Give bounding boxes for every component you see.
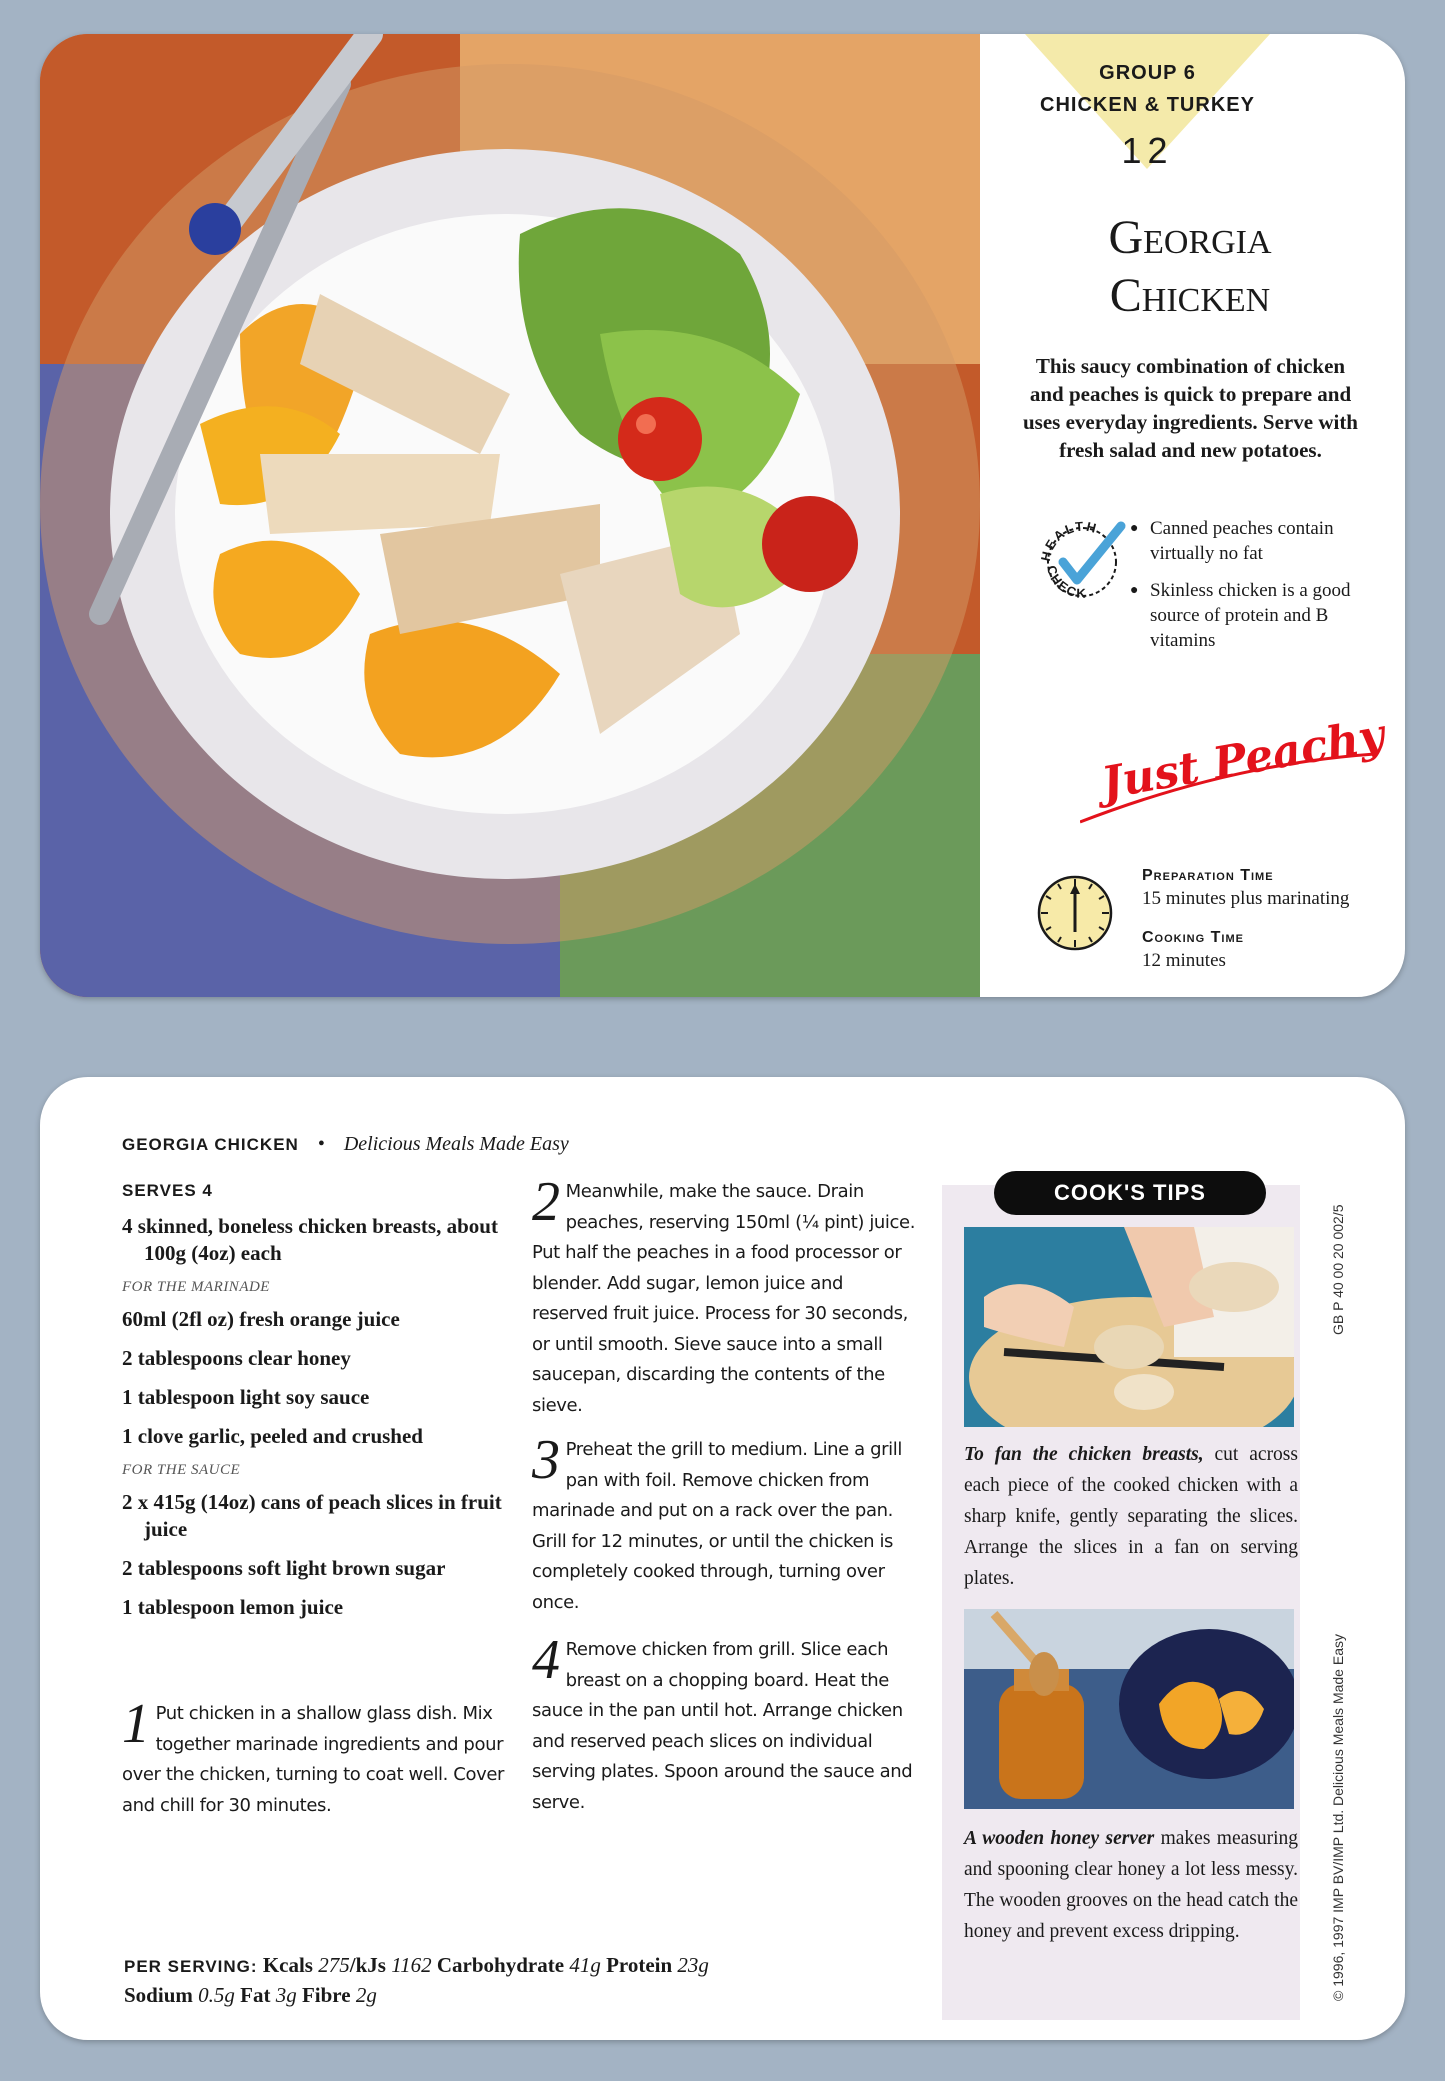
tip-text-honey xyxy=(964,1823,1298,1947)
card-number: 12 xyxy=(1121,130,1174,171)
step-text: Meanwhile, make the sauce. Drain peaches, reserving 150ml (¼ pint) juice. Put half the peaches in a food processor or blender. Add sugar, lemon juice and reserved fruit juice. Process for 30 seconds, or until smooth. Sieve sauce into a small saucepan, discarding the contents of the sieve. xyxy=(532,1181,916,1416)
tip-text-slicing xyxy=(964,1439,1298,1594)
kj-label: kJs xyxy=(355,1953,386,1977)
ingredient-item: 2 tablespoons soft light brown sugar xyxy=(122,1556,446,1580)
health-check-list xyxy=(1130,516,1375,665)
tip-lead: To fan the chicken breasts, xyxy=(964,1444,1204,1465)
marinade-heading: FOR THE MARINADE xyxy=(122,1279,270,1295)
carb-value: 41g xyxy=(569,1953,601,1977)
copyright-notice: © 1996, 1997 IMP BV/IMP Ltd. Delicious Meals Made Easy xyxy=(1330,1634,1346,2001)
health-point: ● Canned peaches contain virtually no fat xyxy=(1130,516,1375,566)
ingredients-column xyxy=(122,1181,522,1633)
clock-icon xyxy=(1036,874,1114,952)
sauce-heading: FOR THE SAUCE xyxy=(122,1462,241,1478)
method-step-1 xyxy=(122,1693,512,1821)
step-number: 3 xyxy=(532,1429,560,1491)
method-step-2 xyxy=(532,1171,917,1421)
ingredient-item: 1 tablespoon light soy sauce xyxy=(122,1385,370,1409)
product-code: GB P 40 00 20 002/5 xyxy=(1330,1204,1346,1335)
cooking-time-label: Cooking Time xyxy=(1142,929,1244,946)
nutrition-info: PER SERVING: Kcals 275/kJs 1162 Carbohydrate 41g Protein 23g Sodium 0.5g Fat 3g Fibre 2g xyxy=(124,1953,709,2007)
ingredient-item: 2 x 415g (14oz) cans of peach slices in fruit juice xyxy=(122,1490,502,1541)
ingredient-item: 1 tablespoon lemon juice xyxy=(122,1595,344,1619)
kj-value: 1162 xyxy=(391,1953,432,1977)
kcals-label: Kcals xyxy=(262,1953,313,1977)
sodium-value: 0.5g xyxy=(198,1983,235,2007)
cooking-time-value: 12 minutes xyxy=(1142,950,1226,971)
tagline-logo xyxy=(1080,709,1389,824)
nutrition-label: PER SERVING: xyxy=(124,1957,258,1976)
preparation-time-value: 15 minutes plus marinating xyxy=(1142,888,1350,909)
recipe-title-line-2: Chicken xyxy=(1109,269,1271,322)
ingredient-item: 4 skinned, boneless chicken breasts, about 100g (4oz) each xyxy=(122,1214,498,1265)
protein-label: Protein xyxy=(606,1953,673,1977)
back-header xyxy=(122,1133,569,1156)
health-check-icon xyxy=(1035,512,1130,607)
step-text: Remove chicken from grill. Slice each breast on a chopping board. Heat the sauce in the pan until hot. Arrange chicken and reserved peach slices on individual serving plates. Spoon around the sauce and serve. xyxy=(532,1639,913,1813)
protein-value: 23g xyxy=(677,1953,709,1977)
group-badge xyxy=(1025,34,1270,169)
fat-label: Fat xyxy=(240,1983,271,2007)
series-name: Delicious Meals Made Easy xyxy=(343,1133,569,1155)
recipe-card-front xyxy=(40,34,1405,997)
ingredient-item: 1 clove garlic, peeled and crushed xyxy=(122,1424,423,1448)
cooking-time xyxy=(1142,926,1244,972)
tip-lead: A wooden honey server xyxy=(964,1828,1155,1849)
step-text: Preheat the grill to medium. Line a grill pan with foil. Remove chicken from marinade and put on a rack over the pan. Grill for 12 minutes, or until the chicken is completely cooked through, turning over once. xyxy=(532,1439,902,1613)
tip-photo-slicing xyxy=(964,1227,1294,1427)
health-point: ● Skinless chicken is a good source of protein and B vitamins xyxy=(1130,578,1375,653)
group-category: CHICKEN & TURKEY xyxy=(1040,94,1255,116)
step-number: 1 xyxy=(122,1693,150,1755)
tagline-text: Just Peachy xyxy=(1097,709,1389,810)
carb-label: Carbohydrate xyxy=(436,1953,565,1977)
step-text: Put chicken in a shallow glass dish. Mix together marinade ingredients and pour over the chicken, turning to coat well. Cover and chill for 30 minutes. xyxy=(122,1703,505,1816)
cooks-tips-panel xyxy=(942,1180,1300,2020)
method-step-4 xyxy=(532,1629,917,1818)
recipe-title-line-1: Georgia xyxy=(1108,211,1272,264)
svg-text:HEALTH: HEALTH xyxy=(1037,518,1100,563)
sodium-label: Sodium xyxy=(124,1983,193,2007)
recipe-card-back xyxy=(40,1077,1405,2040)
tip-body: cut across each piece of the cooked chicken with a sharp knife, gently separating the slices. Arrange the slices in a fan on serving plates. xyxy=(964,1444,1298,1589)
fibre-label: Fibre xyxy=(301,1983,351,2007)
back-recipe-title: GEORGIA CHICKEN xyxy=(122,1135,299,1154)
preparation-time xyxy=(1142,864,1349,910)
step-number: 2 xyxy=(532,1171,560,1233)
tip-body: makes measuring and spooning clear honey a lot less messy. The wooden grooves on the head catch the honey and prevent excess dripping. xyxy=(964,1828,1299,1942)
svg-text:CHECK: CHECK xyxy=(1043,563,1088,601)
serves-label: SERVES 4 xyxy=(122,1181,213,1200)
recipe-intro: This saucy combination of chicken and peaches is quick to prepare and uses everyday ingredients. Serve with fresh salad and new potatoes. xyxy=(1022,354,1358,462)
kcals-value: 275 xyxy=(318,1953,350,1977)
preparation-time-label: Preparation Time xyxy=(1142,867,1274,884)
group-label: GROUP 6 xyxy=(1099,62,1196,84)
cooks-tips-heading: COOK'S TIPS xyxy=(994,1171,1266,1215)
step-number: 4 xyxy=(532,1629,560,1691)
recipe-title xyxy=(1000,209,1380,325)
method-step-3 xyxy=(532,1429,917,1618)
tip-photo-honey xyxy=(964,1609,1294,1809)
fibre-value: 2g xyxy=(355,1983,377,2007)
front-info-panel xyxy=(980,34,1405,997)
fat-value: 3g xyxy=(275,1983,297,2007)
dish-photo xyxy=(40,34,980,997)
header-bullet: • xyxy=(317,1133,325,1155)
ingredient-item: 60ml (2fl oz) fresh orange juice xyxy=(122,1307,400,1331)
ingredient-item: 2 tablespoons clear honey xyxy=(122,1346,351,1370)
